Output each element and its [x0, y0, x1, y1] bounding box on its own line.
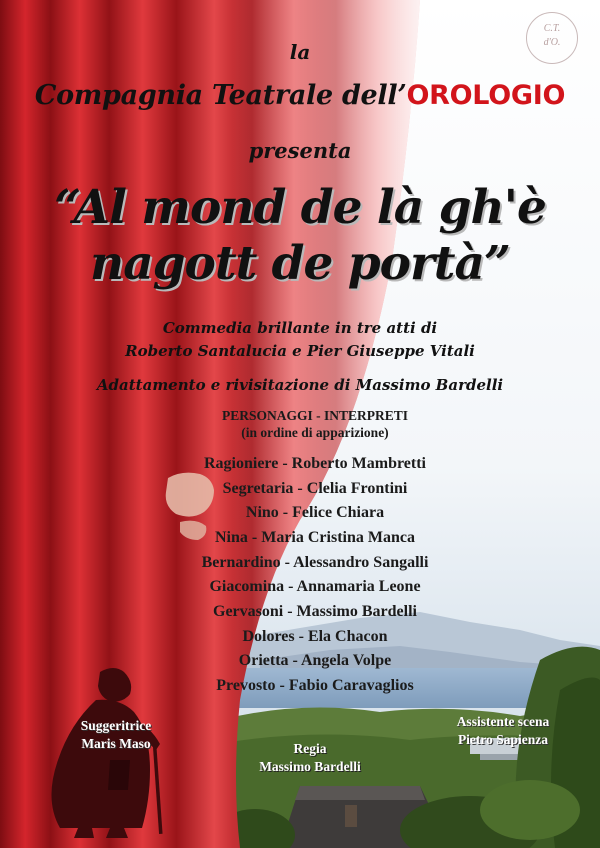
company-prefix: Compagnia Teatrale dell’ — [34, 80, 407, 111]
prompter-role: Suggeritrice — [80, 718, 152, 733]
assistant-role: Assistente scena — [456, 714, 550, 729]
company-stamp — [526, 12, 578, 64]
subtitle-adaptation: Adattamento e rivisitazione di Massimo Bardelli — [96, 376, 504, 394]
prompter-name: Maris Maso — [81, 736, 151, 751]
cast-entry: Nina - Maria Cristina Manca — [215, 529, 415, 546]
cast-entry: Giacomina - Annamaria Leone — [209, 578, 421, 595]
company-line — [0, 80, 600, 111]
header-presenta: presenta — [248, 138, 352, 163]
cast-header: PERSONAGGI - INTERPRETI — [221, 408, 409, 423]
cast-entry: Prevosto - Fabio Caravaglios — [216, 677, 414, 694]
cast-subheader: (in ordine di apparizione) — [241, 425, 389, 440]
cast-entry: Nino - Felice Chiara — [245, 504, 385, 521]
cast-entry: Gervasoni - Massimo Bardelli — [213, 603, 417, 620]
cast-entry: Dolores - Ela Chacon — [242, 628, 388, 645]
cast-entry: Ragioniere - Roberto Mambretti — [203, 455, 426, 472]
director-name: Massimo Bardelli — [259, 759, 361, 774]
header-la: la — [289, 40, 311, 64]
stamp-line1: C.T. — [543, 23, 561, 34]
cast-entry: Segretaria - Clelia Frontini — [222, 480, 408, 497]
assistant-credit — [428, 713, 578, 749]
cast-entry: Bernardino - Alessandro Sangalli — [201, 554, 429, 571]
cast-entry: Orietta - Angela Volpe — [238, 652, 392, 669]
assistant-name: Pietro Sapienza — [457, 732, 549, 747]
stamp-line2: d'O. — [543, 37, 561, 48]
director-credit — [220, 740, 400, 776]
company-name: OROLOGIO — [406, 80, 566, 111]
director-role: Regia — [293, 741, 327, 756]
subtitle-authors: Roberto Santalucia e Pier Giuseppe Vitali — [125, 342, 475, 360]
play-title-line1: “Al mond de là gh'è — [54, 180, 546, 235]
prompter-credit — [56, 717, 176, 753]
subtitle-line1: Commedia brillante in tre atti di — [162, 319, 438, 337]
play-title-line2: nagott de portà” — [90, 236, 510, 291]
